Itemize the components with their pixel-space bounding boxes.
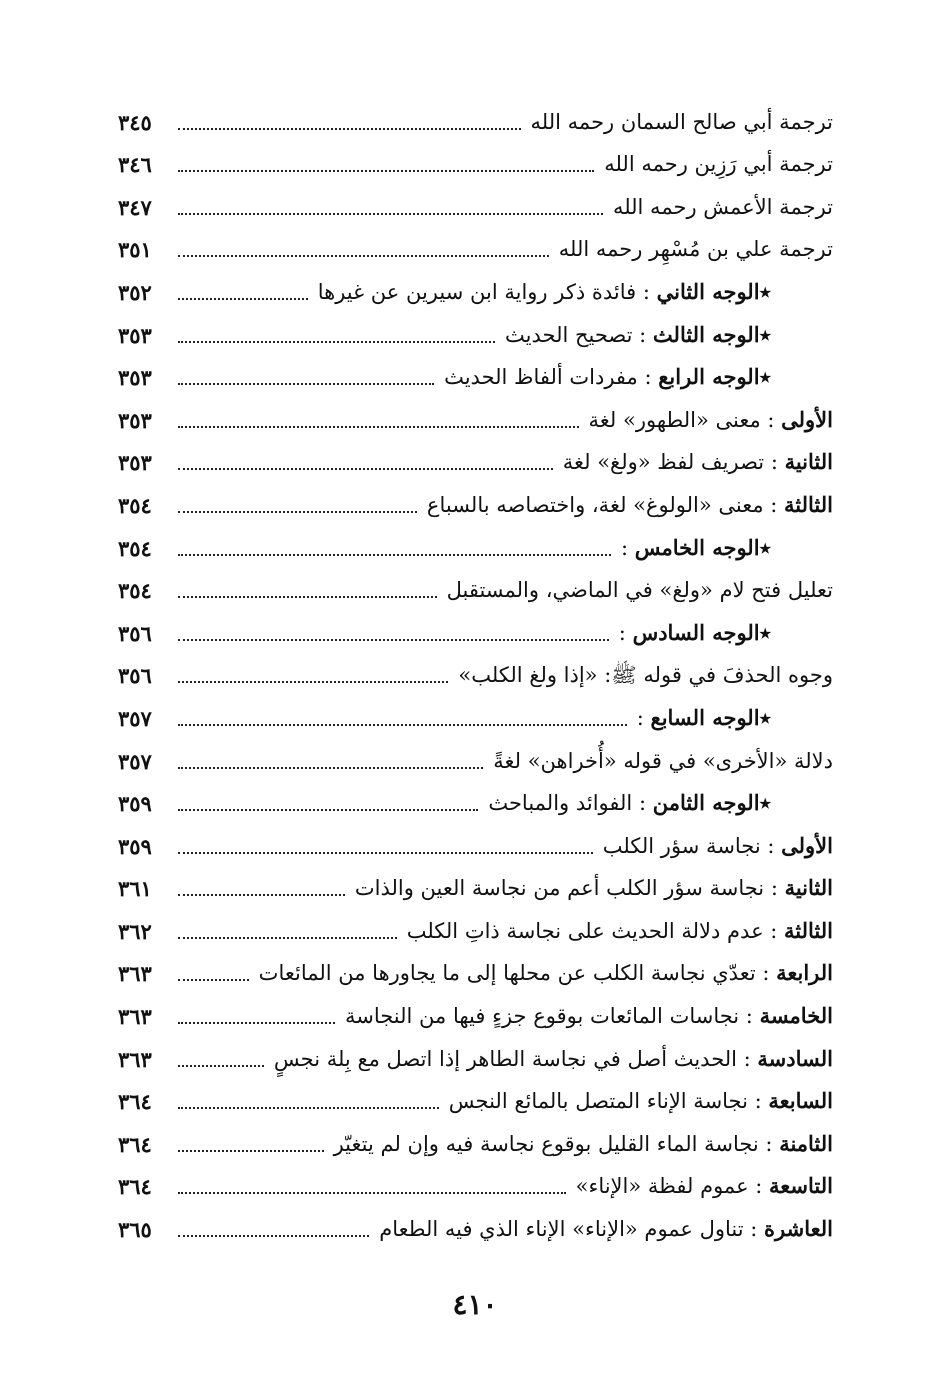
toc-entry-page: ٣٥٣ bbox=[118, 322, 152, 348]
toc-entry bbox=[118, 904, 833, 947]
toc-entry-title bbox=[447, 580, 833, 601]
toc-entry-page: ٣٥٧ bbox=[118, 705, 152, 731]
toc-entry bbox=[118, 819, 833, 862]
dot-leader bbox=[178, 596, 437, 598]
dot-leader bbox=[178, 298, 308, 300]
dot-leader bbox=[178, 1192, 566, 1194]
toc-entry-page: ٣٦٢ bbox=[118, 918, 152, 944]
toc-entry-page: ٣٥١ bbox=[118, 237, 152, 263]
toc-entry-page: ٣٤٧ bbox=[118, 194, 152, 220]
toc-entry-page: ٣٤٦ bbox=[118, 152, 152, 178]
toc-entry-title bbox=[559, 239, 833, 260]
toc-entry bbox=[118, 265, 833, 308]
toc-entry-text: : معنى «الطهور» لغة bbox=[588, 407, 782, 432]
dot-leader bbox=[178, 1107, 439, 1109]
toc-entry-page: ٣٦٣ bbox=[118, 1004, 152, 1030]
table-of-contents bbox=[118, 95, 833, 1245]
toc-entry-title bbox=[379, 1218, 833, 1240]
dot-leader bbox=[178, 979, 249, 981]
toc-entry-label: الرابعة bbox=[776, 960, 833, 986]
toc-entry-title bbox=[604, 154, 833, 175]
toc-entry-label: السابعة bbox=[768, 1088, 833, 1114]
toc-entry-text: ترجمة الأعمش رحمه الله bbox=[612, 194, 833, 219]
toc-entry-title bbox=[576, 1175, 833, 1197]
toc-entry bbox=[118, 138, 833, 181]
toc-entry-text: : تصحيح الحديث bbox=[505, 322, 653, 347]
toc-entry-text: : معنى «الولوغ» لغة، واختصاصه بالسباع bbox=[426, 492, 785, 517]
toc-entry bbox=[118, 691, 833, 734]
toc-entry-page: ٣٥٧ bbox=[118, 748, 152, 774]
toc-entry bbox=[118, 1202, 833, 1245]
toc-entry-text: ترجمة أبي رَزِين رحمه الله bbox=[604, 152, 833, 177]
toc-entry bbox=[118, 223, 833, 266]
toc-entry-text: : نجاسة الإناء المتصل بالمائع النجس bbox=[448, 1089, 769, 1114]
toc-entry bbox=[118, 1032, 833, 1075]
dot-leader bbox=[178, 1235, 369, 1237]
toc-entry-page: ٣٦٣ bbox=[118, 961, 152, 987]
toc-entry-label: الأولى bbox=[781, 406, 833, 432]
toc-entry-text: : تناول عموم «الإناء» الإناء الذي فيه الطعام bbox=[379, 1217, 765, 1242]
toc-entry-text: تعليل فتح لام «ولغ» في الماضي، والمستقبل bbox=[446, 578, 833, 603]
dot-leader bbox=[178, 639, 609, 641]
toc-entry-title bbox=[259, 962, 833, 984]
toc-entry-page: ٣٥٢ bbox=[118, 279, 152, 305]
dot-leader bbox=[178, 937, 397, 939]
toc-entry bbox=[118, 95, 833, 138]
toc-entry-page: ٣٥٤ bbox=[118, 578, 152, 604]
toc-entry-label: الخامسة bbox=[759, 1003, 833, 1029]
toc-entry-label: الثانية bbox=[784, 449, 833, 475]
toc-entry-title bbox=[618, 619, 771, 645]
toc-entry-text: : عدم دلالة الحديث على نجاسة ذاتِ الكلب bbox=[406, 918, 785, 943]
toc-entry bbox=[118, 1117, 833, 1160]
dot-leader bbox=[178, 511, 417, 513]
toc-entry-title bbox=[505, 321, 771, 347]
toc-entry-label: الأولى bbox=[781, 832, 833, 858]
toc-entry-page: ٣٦٤ bbox=[118, 1174, 152, 1200]
toc-entry bbox=[118, 606, 833, 649]
dot-leader bbox=[178, 213, 603, 215]
toc-entry-title bbox=[530, 109, 833, 134]
dot-leader bbox=[178, 852, 593, 854]
toc-entry bbox=[118, 436, 833, 479]
star-bullet-icon: ٭ bbox=[759, 364, 771, 390]
toc-entry-title bbox=[406, 917, 833, 943]
toc-entry-label: الوجه السادس bbox=[632, 619, 760, 645]
toc-entry-title bbox=[563, 451, 833, 473]
dot-leader bbox=[178, 383, 434, 385]
toc-entry-text: : الحديث أصل في نجاسة الطاهر إذا اتصل مع بِلة نجسٍ bbox=[273, 1046, 758, 1071]
toc-entry bbox=[118, 308, 833, 351]
toc-entry-title bbox=[620, 534, 771, 560]
dot-leader bbox=[178, 128, 521, 130]
toc-entry-label: الثالثة bbox=[784, 491, 833, 517]
toc-entry bbox=[118, 393, 833, 436]
toc-entry-page: ٣٥٣ bbox=[118, 365, 152, 391]
toc-entry-page: ٣٦٤ bbox=[118, 1131, 152, 1157]
toc-entry-label: الوجه الثامن bbox=[652, 790, 760, 816]
toc-entry-page: ٣٥٤ bbox=[118, 492, 152, 518]
toc-entry-label: الثالثة bbox=[784, 917, 833, 943]
toc-entry-text: : bbox=[636, 705, 651, 730]
toc-entry-text: ترجمة علي بن مُسْهِر رحمه الله bbox=[558, 237, 833, 262]
dot-leader bbox=[178, 767, 483, 769]
toc-entry-text: : bbox=[620, 535, 635, 560]
dot-leader bbox=[178, 554, 611, 556]
toc-entry-label: الثانية bbox=[784, 875, 833, 901]
toc-entry-page: ٣٦٣ bbox=[118, 1046, 152, 1072]
toc-entry bbox=[118, 734, 833, 777]
toc-entry-title bbox=[355, 877, 833, 899]
toc-entry-title bbox=[273, 1045, 833, 1071]
toc-entry-text: وجوه الحذفَ في قوله ﷺ: «إذا ولغ الكلب» bbox=[458, 663, 833, 688]
toc-entry-label: الوجه الثاني bbox=[656, 278, 760, 304]
toc-entry-label: العاشرة bbox=[764, 1216, 833, 1242]
toc-entry-title bbox=[444, 366, 771, 388]
dot-leader bbox=[178, 1065, 264, 1067]
toc-entry-label: التاسعة bbox=[769, 1173, 833, 1199]
toc-entry-text: : فائدة ذكر رواية ابن سيرين عن غيرها bbox=[317, 279, 657, 304]
page-number: ٤١٠ bbox=[452, 1288, 498, 1321]
toc-entry-title bbox=[426, 491, 833, 517]
star-bullet-icon: ٭ bbox=[759, 278, 771, 304]
toc-entry-text: : مفردات ألفاظ الحديث bbox=[444, 365, 659, 390]
toc-entry-text: : نجاسة الماء القليل بوقوع نجاسة فيه وإن لم يتغيّر bbox=[333, 1131, 780, 1156]
toc-entry bbox=[118, 1160, 833, 1203]
toc-entry bbox=[118, 862, 833, 905]
toc-entry-title bbox=[317, 278, 771, 304]
toc-entry-title bbox=[345, 1005, 833, 1027]
star-bullet-icon: ٭ bbox=[759, 534, 771, 560]
toc-entry-text: : عموم لفظة «الإناء» bbox=[575, 1174, 770, 1199]
toc-entry-text: : تعدّي نجاسة الكلب عن محلها إلى ما يجاورها من المائعات bbox=[258, 961, 777, 986]
toc-entry-title bbox=[488, 792, 771, 814]
dot-leader bbox=[178, 894, 345, 896]
dot-leader bbox=[178, 426, 579, 428]
toc-entry-title bbox=[458, 665, 833, 686]
toc-entry-text: دلالة «الأخرى» في قوله «أُخراهن» لغةً bbox=[493, 748, 833, 773]
toc-entry-page: ٣٥٣ bbox=[118, 450, 152, 476]
toc-entry bbox=[118, 947, 833, 990]
toc-entry-text: : نجاسات المائعات بوقوع جزءٍ فيها من النجاسة bbox=[344, 1004, 760, 1029]
toc-entry-text: : bbox=[618, 620, 633, 645]
toc-entry-title bbox=[449, 1090, 833, 1112]
toc-entry-page: ٣٥٦ bbox=[118, 663, 152, 689]
toc-entry-page: ٣٤٥ bbox=[118, 109, 152, 135]
toc-entry-page: ٣٥٣ bbox=[118, 407, 152, 433]
toc-entry-page: ٣٥٦ bbox=[118, 620, 152, 646]
toc-entry-page: ٣٥٩ bbox=[118, 833, 152, 859]
toc-entry-label: الوجه الثالث bbox=[652, 321, 760, 347]
toc-entry-title bbox=[588, 406, 833, 432]
dot-leader bbox=[178, 1150, 324, 1152]
toc-entry-text: : تصريف لفظ «ولغ» لغة bbox=[562, 450, 785, 475]
dot-leader bbox=[178, 341, 495, 343]
dot-leader bbox=[178, 1022, 335, 1024]
toc-entry bbox=[118, 1075, 833, 1118]
toc-entry bbox=[118, 564, 833, 607]
dot-leader bbox=[178, 724, 627, 726]
dot-leader bbox=[178, 468, 553, 470]
toc-entry-text: : نجاسة سؤر الكلب أعم من نجاسة العين والذات bbox=[354, 876, 785, 901]
toc-entry bbox=[118, 351, 833, 394]
toc-entry-title bbox=[612, 194, 833, 219]
toc-entry-page: ٣٦٤ bbox=[118, 1089, 152, 1115]
toc-entry-page: ٣٥٤ bbox=[118, 535, 152, 561]
toc-entry bbox=[118, 777, 833, 820]
dot-leader bbox=[178, 809, 478, 811]
toc-entry-label: الوجه الخامس bbox=[634, 534, 760, 560]
toc-entry-title bbox=[333, 1130, 833, 1156]
toc-entry-label: الوجه الرابع bbox=[658, 364, 760, 390]
toc-entry-page: ٣٦٥ bbox=[118, 1217, 152, 1243]
toc-entry-title bbox=[493, 748, 833, 773]
star-bullet-icon: ٭ bbox=[759, 321, 771, 347]
toc-entry-text: : نجاسة سؤر الكلب bbox=[602, 833, 782, 858]
star-bullet-icon: ٭ bbox=[759, 619, 771, 645]
toc-entry bbox=[118, 521, 833, 564]
toc-entry bbox=[118, 180, 833, 223]
toc-entry-page: ٣٥٩ bbox=[118, 791, 152, 817]
toc-entry-page: ٣٦١ bbox=[118, 876, 152, 902]
toc-entry-text: : الفوائد والمباحث bbox=[488, 791, 653, 816]
star-bullet-icon: ٭ bbox=[759, 704, 771, 730]
toc-entry-label: السادسة bbox=[757, 1045, 833, 1071]
star-bullet-icon: ٭ bbox=[759, 790, 771, 816]
toc-entry-title bbox=[602, 832, 833, 858]
toc-entry-label: الوجه السابع bbox=[650, 704, 760, 730]
toc-entry-text: ترجمة أبي صالح السمان رحمه الله bbox=[530, 109, 833, 134]
toc-entry bbox=[118, 989, 833, 1032]
dot-leader bbox=[178, 681, 448, 683]
toc-entry-title bbox=[636, 704, 771, 730]
dot-leader bbox=[178, 170, 594, 172]
toc-entry-label: الثامنة bbox=[779, 1130, 833, 1156]
toc-entry bbox=[118, 478, 833, 521]
toc-entry bbox=[118, 649, 833, 692]
dot-leader bbox=[178, 255, 549, 257]
